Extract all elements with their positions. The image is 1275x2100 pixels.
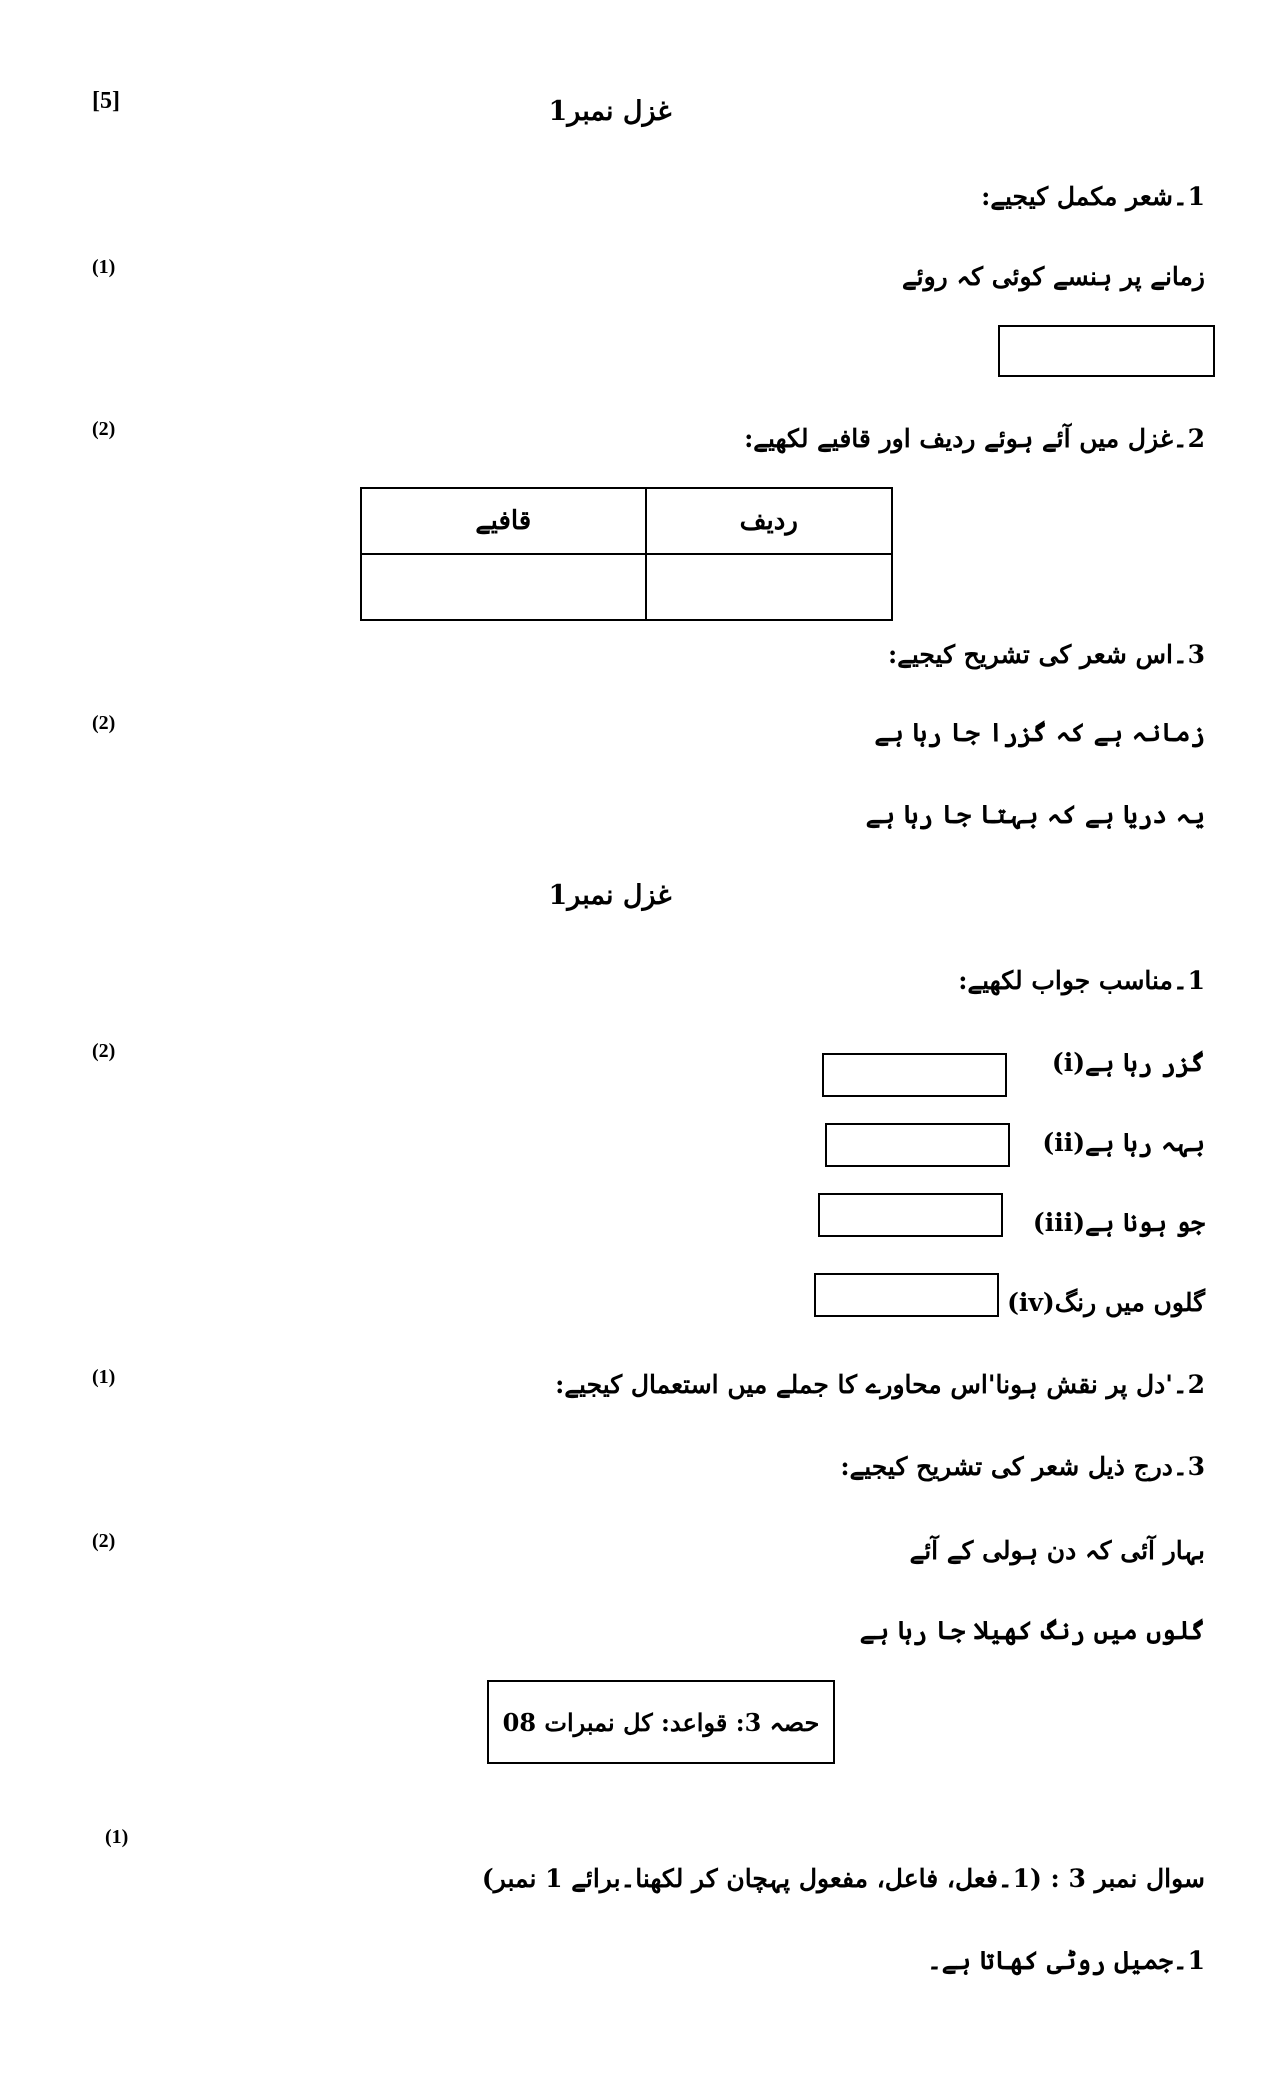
section1-q2-label: 2۔غزل میں آئے ہوئے ردیف اور قافیے لکھیے:: [744, 424, 1205, 453]
item-ii-answer-box[interactable]: [825, 1123, 1010, 1167]
item-iv-num: (iv): [1007, 1288, 1055, 1317]
radif-answer-cell[interactable]: [646, 554, 892, 620]
item-iii-text: جو ہونا ہے: [1085, 1208, 1205, 1237]
section2-q1-marks: (2): [92, 1040, 116, 1062]
section3-title-box: [487, 1680, 835, 1764]
section1-q3-marks: (2): [92, 712, 116, 734]
table-header-radif: ردیف: [646, 488, 892, 554]
item-iii-num: (iii): [1032, 1208, 1086, 1237]
item-iii-answer-box[interactable]: [818, 1193, 1003, 1237]
section1-q1-label: 1۔شعر مکمل کیجیے:: [981, 182, 1205, 211]
item-iv-text: گلوں میں رنگ: [1054, 1288, 1205, 1317]
section2-title: غزل نمبر1: [548, 880, 672, 911]
table-header-qafiye: قافیے: [361, 488, 646, 554]
item-iv-answer-box[interactable]: [814, 1273, 999, 1317]
item-i-text: گزر رہا ہے: [1085, 1048, 1205, 1077]
section2-q1-label: 1۔مناسب جواب لکھیے:: [958, 966, 1205, 995]
section1-q1-marks: (1): [92, 256, 116, 278]
section1-q2-marks: (2): [92, 418, 116, 440]
qafiye-answer-cell[interactable]: [361, 554, 646, 620]
section2-q3-label: 3۔درج ذیل شعر کی تشریح کیجیے:: [840, 1452, 1205, 1481]
item-ii-text: بہہ رہا ہے: [1085, 1128, 1205, 1157]
section2-q3-verse2: گلوں میں رنگ کھیلا جا رہا ہے: [859, 1616, 1205, 1645]
section1-title: غزل نمبر1: [548, 96, 672, 127]
section2-q2-label: 2۔'دل پر نقش ہونا'اس محاورے کا جملے میں استعمال کیجیے:: [555, 1370, 1205, 1399]
section1-q1-answer-box[interactable]: [998, 325, 1215, 377]
section1-q3-verse2: یہ دریا ہے کہ بہتا جا رہا ہے: [865, 800, 1205, 829]
item-i-num: (i): [1051, 1048, 1086, 1077]
section2-q2-marks: (1): [92, 1366, 116, 1388]
page-marks: [5]: [92, 88, 120, 114]
section3-title: حصہ 3: قواعد: کل نمبرات 08: [502, 1707, 820, 1737]
section2-q3-verse1: بہار آئی کہ دن ہولی کے آئے: [909, 1536, 1205, 1565]
section3-question: سوال نمبر 3 : (1۔فعل، فاعل، مفعول پہچان کر لکھنا۔برائے 1 نمبر): [481, 1864, 1205, 1893]
section3-marks: (1): [105, 1826, 129, 1848]
item-i-answer-box[interactable]: [822, 1053, 1007, 1097]
section1-q1-line: زمانے پر ہنسے کوئی کہ روئے: [901, 262, 1205, 291]
section2-q3-marks: (2): [92, 1530, 116, 1552]
section1-q3-label: 3۔اس شعر کی تشریح کیجیے:: [887, 640, 1205, 669]
item-ii-num: (ii): [1042, 1128, 1086, 1157]
section1-q3-verse1: زمانہ ہے کہ گزرا جا رہا ہے: [874, 718, 1205, 747]
section3-item1: 1۔جمیل روٹی کھاتا ہے۔: [927, 1946, 1205, 1975]
radif-qafiye-table: [360, 487, 893, 621]
